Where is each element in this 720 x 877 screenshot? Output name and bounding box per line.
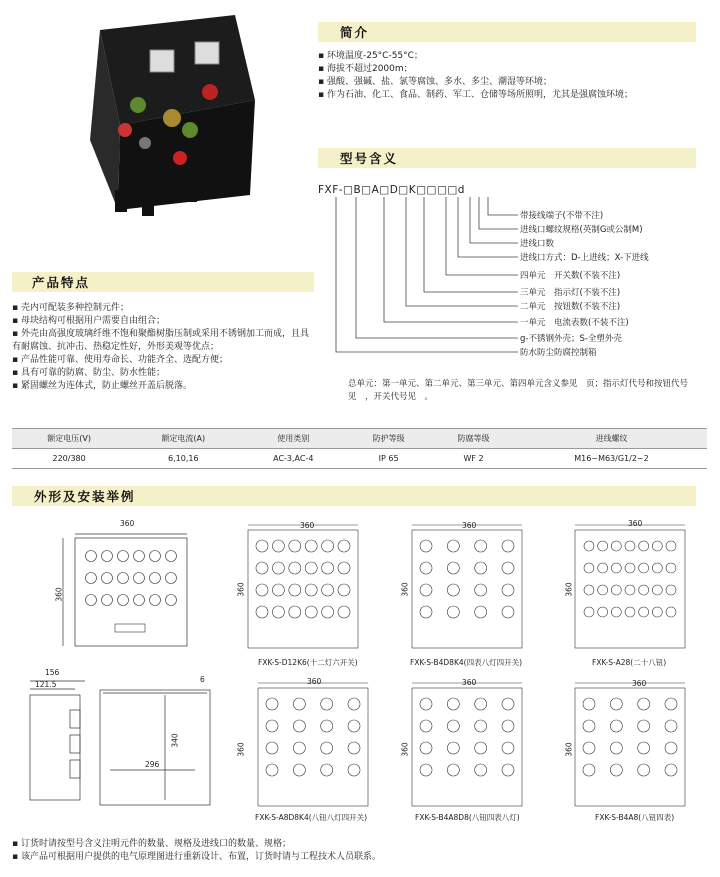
indicator-symbol [166,595,177,606]
intro-title: 简介 [340,25,370,40]
element-symbol [610,742,622,754]
indicator-symbol [102,573,113,584]
element-symbol [638,698,650,710]
indicator-symbol [102,551,113,562]
panel-drawings [230,515,710,825]
indicator-symbol [118,573,129,584]
element-symbol [598,585,608,595]
element-symbol [584,563,594,573]
element-symbol [289,540,301,552]
element-symbol [639,585,649,595]
dim-121-5: 121.5 [35,680,57,689]
element-symbol [305,562,317,574]
legend-item: 进线口螺纹规格(英制G或公制M) [520,225,643,235]
model-note: 总单元：第一单元、第二单元、第三单元、第四单元含义参见 页；指示灯代号和按钮代号见 ，开关代号见 。 [348,379,689,402]
element-symbol [584,585,594,595]
element-symbol [625,607,635,617]
model-legend-lines [318,195,518,360]
element-symbol [502,606,514,618]
features-list [12,302,312,393]
spec-row [12,449,707,469]
indicator-symbol [166,551,177,562]
element-symbol [338,606,350,618]
element-symbol [447,720,459,732]
spec-header-row [12,429,707,449]
intro-item: ▪ 作为石油、化工、食品、制药、军工、仓储等场所照明，尤其是强腐蚀环境； [318,90,633,100]
element-symbol [272,584,284,596]
indicator-symbol [150,573,161,584]
element-symbol [666,541,676,551]
element-symbol [475,562,487,574]
feature-item: ▪ 产品性能可靠、使用寿命长、功能齐全、选配方便； [12,355,228,365]
dim-height: 360 [400,582,410,597]
indicator-symbol [166,573,177,584]
element-symbol [348,764,360,776]
element-symbol [272,540,284,552]
indicator-symbol [118,551,129,562]
element-symbol [420,584,432,596]
element-symbol [652,607,662,617]
legend-item: 一单元 电流表数(不装不注) [520,318,629,328]
model-title: 型号含义 [340,151,399,166]
element-symbol [502,720,514,732]
spec-cell: 220/380 [12,449,126,469]
element-symbol [266,698,278,710]
dim-width: 360 [300,521,315,530]
model-code: FXF-□B□A□D□K□□□□d [318,184,465,196]
element-symbol [293,720,305,732]
element-symbol [502,742,514,754]
element-symbol [475,720,487,732]
legend-item: g-不锈钢外壳；S-全塑外壳 [520,334,622,344]
element-symbol [447,562,459,574]
dim-height: 360 [400,742,410,757]
element-symbol [321,764,333,776]
element-symbol [293,698,305,710]
element-symbol [611,607,621,617]
element-symbol [420,698,432,710]
dim-296: 296 [145,760,160,769]
element-symbol [266,764,278,776]
spec-cell: M16~M63/G1/2~2 [516,449,707,469]
dim-height: 360 [236,742,246,757]
dim-width: 360 [307,677,322,686]
element-symbol [502,584,514,596]
element-symbol [502,764,514,776]
element-symbol [305,584,317,596]
dim-width: 360 [628,519,643,528]
element-symbol [420,720,432,732]
element-symbol [293,742,305,754]
element-symbol [475,584,487,596]
element-symbol [348,720,360,732]
spec-table [12,428,707,469]
indicator-symbol [134,551,145,562]
element-symbol [583,720,595,732]
dim-height: 360 [564,582,574,597]
feature-item: ▪ 母块结构可根据用户需要自由组合； [12,316,165,326]
dim-width: 360 [462,678,477,687]
element-symbol [338,562,350,574]
features-band [12,272,314,292]
spec-header: 进线螺纹 [516,429,707,449]
indicator-symbol [134,595,145,606]
element-symbol [447,606,459,618]
spec-cell: WF 2 [431,449,516,469]
legend-item: 二单元 按钮数(不装不注) [520,302,621,312]
spec-header: 防腐等级 [431,429,516,449]
element-symbol [447,540,459,552]
legend-item: 三单元 指示灯(不装不注) [520,288,621,298]
element-symbol [639,563,649,573]
element-symbol [666,607,676,617]
caption-a8d8k4: FXK-S-A8D8K4(八钮八灯四开关) [255,813,368,822]
element-symbol [272,562,284,574]
panel-outline [575,688,685,806]
element-symbol [256,562,268,574]
element-symbol [272,606,284,618]
feature-item: ▪ 具有可靠的防腐、防尘、防水性能； [12,368,165,378]
dim-340: 340 [170,733,180,748]
panel-outline [412,688,522,806]
element-symbol [447,584,459,596]
element-symbol [666,585,676,595]
element-symbol [420,540,432,552]
model-band [318,148,696,168]
element-symbol [447,742,459,754]
product-photo [60,10,260,220]
dim-156: 156 [45,668,60,677]
footer-item: ▪ 该产品可根据用户提供的电气原理图进行重新设计、布置，订货时请与工程技术人员联系。 [12,852,381,862]
element-symbol [611,541,621,551]
dim-width: 360 [632,679,647,688]
element-symbol [652,563,662,573]
element-symbol [502,562,514,574]
feature-item: ▪ 外壳由高强度玻璃纤维不饱和聚酯树脂压制或采用不锈钢加工而成，且具有耐腐蚀、抗冲击、热稳定性好，外形美观等优点； [12,329,309,352]
dim-height: 360 [564,742,574,757]
element-symbol [322,562,334,574]
intro-item: ▪ 环境温度-25°C-55°C； [318,51,423,61]
element-symbol [475,764,487,776]
feature-item: ▪ 紧固螺丝为连体式，防止螺丝开盖后脱落。 [12,381,192,391]
panel-outline [248,530,358,648]
dim-6: 6 [200,675,205,684]
element-symbol [348,742,360,754]
indicator-symbol [86,595,97,606]
element-symbol [665,742,677,754]
caption-b4a8: FXK-S-B4A8(八钮四表) [595,813,675,822]
element-symbol [652,541,662,551]
element-symbol [289,606,301,618]
legend-item: 进线口方式：D-上进线；X-下进线 [520,253,649,263]
footer-item: ▪ 订货时请按型号含义注明元件的数量、规格及进线口的数量、规格； [12,839,291,849]
install-title: 外形及安装举例 [34,489,136,504]
footer-notes [12,838,712,864]
features-title: 产品特点 [32,275,91,290]
element-symbol [338,540,350,552]
indicator-symbol [86,573,97,584]
indicator-symbol [150,551,161,562]
element-symbol [610,698,622,710]
element-symbol [610,764,622,776]
install-band [12,486,696,506]
intro-list [318,50,708,102]
element-symbol [610,720,622,732]
element-symbol [420,606,432,618]
legend-item: 带接线端子(不带不注) [520,211,604,221]
element-symbol [305,606,317,618]
caption-a28: FXK-S-A28(二十八钮) [592,658,667,667]
element-symbol [665,764,677,776]
element-symbol [583,698,595,710]
indicator-symbol [118,595,129,606]
element-symbol [639,541,649,551]
dim-width: 360 [120,519,135,528]
element-symbol [256,540,268,552]
intro-item: ▪ 强酸、强碱、盐、氯等腐蚀、多水、多尘、潮湿等环境； [318,77,552,87]
element-symbol [638,764,650,776]
element-symbol [447,698,459,710]
element-symbol [665,720,677,732]
element-symbol [447,764,459,776]
spec-header: 使用类别 [240,429,346,449]
element-symbol [266,720,278,732]
indicator-symbol [86,551,97,562]
element-symbol [584,607,594,617]
element-symbol [289,584,301,596]
element-symbol [638,742,650,754]
element-symbol [420,742,432,754]
spec-cell: 6,10,16 [126,449,240,469]
spec-header: 额定电压(V) [12,429,126,449]
indicator-symbol [134,573,145,584]
panel-outline [258,688,368,806]
legend-item: 四单元 开关数(不装不注) [520,271,621,281]
element-symbol [665,698,677,710]
dim-width: 360 [462,521,477,530]
element-symbol [321,742,333,754]
element-symbol [625,585,635,595]
element-symbol [322,584,334,596]
caption-b4a8d8: FXK-S-B4A8D8(八钮四表八灯) [415,813,520,822]
element-symbol [322,540,334,552]
spec-header: 额定电流(A) [126,429,240,449]
element-symbol [583,764,595,776]
indicator-symbol [150,595,161,606]
element-symbol [305,540,317,552]
element-symbol [598,541,608,551]
element-symbol [502,698,514,710]
element-symbol [611,563,621,573]
element-symbol [639,607,649,617]
element-symbol [475,698,487,710]
element-symbol [293,764,305,776]
intro-item: ▪ 海拔不超过2000m； [318,64,413,74]
spec-cell: IP 65 [346,449,431,469]
spec-cell: AC-3,AC-4 [240,449,346,469]
panel-outline [575,530,685,648]
element-symbol [584,541,594,551]
element-symbol [266,742,278,754]
element-symbol [652,585,662,595]
feature-item: ▪ 壳内可配装多种控制元件； [12,303,129,313]
element-symbol [338,584,350,596]
element-symbol [625,541,635,551]
legend-item: 进线口数 [520,239,555,249]
element-symbol [289,562,301,574]
caption-d12k6: FXK-S-D12K6(十二灯六开关) [258,658,358,667]
legend-item: 防水防尘防腐控制箱 [520,348,597,358]
element-symbol [611,585,621,595]
element-symbol [321,698,333,710]
element-symbol [475,540,487,552]
dim-height: 360 [54,587,64,602]
spec-header: 防护等级 [346,429,431,449]
element-symbol [598,607,608,617]
element-symbol [420,562,432,574]
indicator-symbol [102,595,113,606]
element-symbol [475,606,487,618]
element-symbol [666,563,676,573]
panel-outline [412,530,522,648]
element-symbol [256,584,268,596]
element-symbol [420,764,432,776]
element-symbol [348,698,360,710]
element-symbol [583,742,595,754]
element-symbol [502,540,514,552]
element-symbol [322,606,334,618]
element-symbol [256,606,268,618]
element-symbol [475,742,487,754]
element-symbol [625,563,635,573]
intro-band [318,22,696,42]
element-symbol [321,720,333,732]
element-symbol [638,720,650,732]
element-symbol [598,563,608,573]
front-view-drawing [55,520,210,650]
dim-height: 360 [236,582,246,597]
caption-b4d8k4: FXK-S-B4D8K4(四表八灯四开关) [410,658,522,667]
